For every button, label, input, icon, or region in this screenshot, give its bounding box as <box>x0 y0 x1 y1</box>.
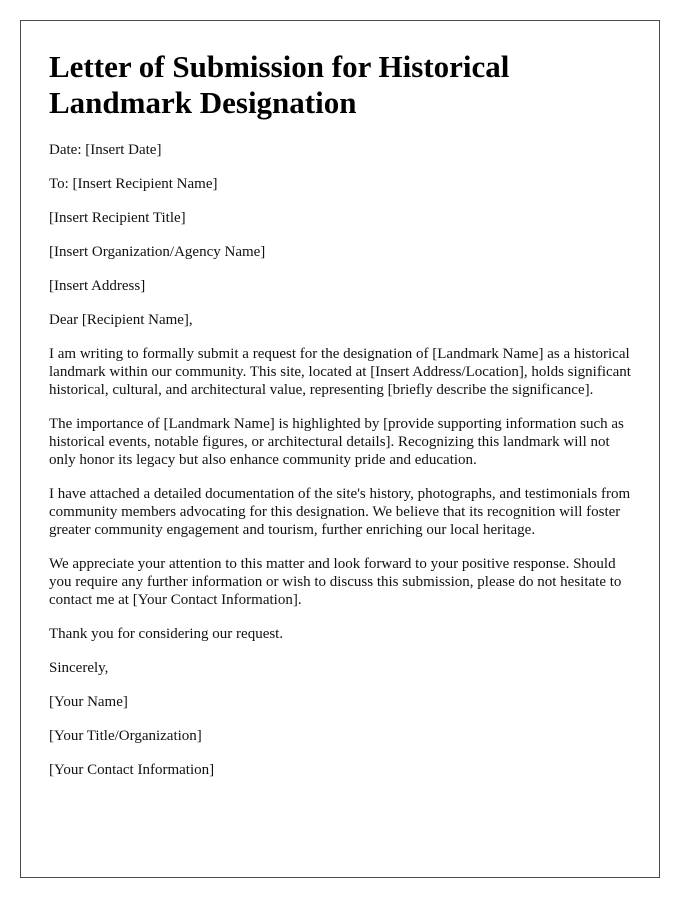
organization-line: [Insert Organization/Agency Name] <box>49 244 266 260</box>
recipient-title-line: [Insert Recipient Title] <box>49 210 186 226</box>
letter-page <box>20 20 660 878</box>
closing-line: Sincerely, <box>49 660 109 676</box>
body-paragraph-4: We appreciate your attention to this matter and look forward to your positive response. Should you require any further information or wish to discuss this submission, please do not hesitate to contact me at [Your Contact Information]. <box>49 556 622 608</box>
body-paragraph-1: I am writing to formally submit a request for the designation of [Landmark Name] as a historical landmark within our community. This site, located at [Insert Address/Location], holds significant historical, cultural, and architectural value, representing [briefly describe the significance]. <box>49 346 631 398</box>
address-line: [Insert Address] <box>49 278 146 294</box>
recipient-name-line: To: [Insert Recipient Name] <box>49 176 218 192</box>
signature-contact: [Your Contact Information] <box>49 762 215 778</box>
body-paragraph-2: The importance of [Landmark Name] is highlighted by [provide supporting information such as historical events, notable figures, or architectural details]. Recognizing this landmark will not only honor its legacy but also enhance community pride and education. <box>49 416 624 468</box>
letter-title: Letter of Submission for Historical Landmark Designation <box>49 49 510 120</box>
signature-name: [Your Name] <box>49 694 128 710</box>
letter-content <box>49 49 633 795</box>
thanks-line: Thank you for considering our request. <box>49 626 284 642</box>
date-line: Date: [Insert Date] <box>49 142 162 158</box>
signature-title: [Your Title/Organization] <box>49 728 202 744</box>
salutation: Dear [Recipient Name], <box>49 312 193 328</box>
body-paragraph-3: I have attached a detailed documentation of the site's history, photographs, and testimonials from community members advocating for this designation. We believe that its recognition will foster greater community engagement and tourism, further enriching our local heritage. <box>49 486 631 538</box>
